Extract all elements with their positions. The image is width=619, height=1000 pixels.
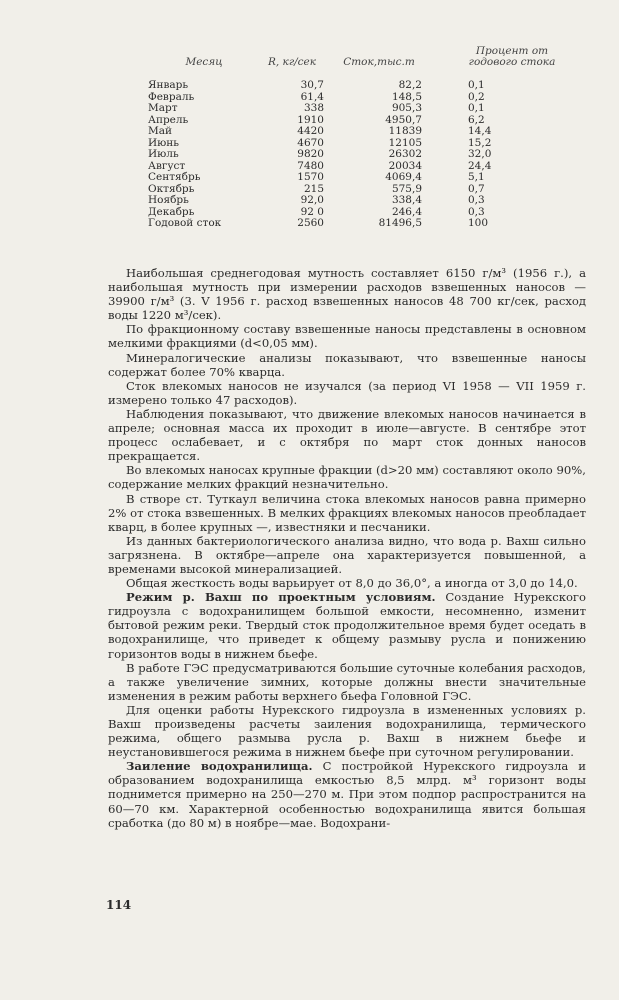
paragraph-text: По фракционному составу взвешенные наносы представлены в основном мелкими фракциями (d<0,05 мм). xyxy=(108,322,586,351)
paragraph-heading: Заиление водохранилища. xyxy=(126,759,313,774)
table-row xyxy=(138,138,556,150)
header-percent: Процент от годового стока xyxy=(468,45,556,68)
page-number: 114 xyxy=(106,898,132,912)
cell-flow: 246,4 xyxy=(391,205,422,218)
cell-r: 338 xyxy=(303,102,324,114)
cell-percent: 0,3 xyxy=(468,205,485,218)
cell-flow: 905,3 xyxy=(391,102,422,114)
cell-month: Март xyxy=(148,102,178,114)
cell-r: 30,7 xyxy=(300,79,324,91)
table-row xyxy=(138,184,556,196)
cell-percent: 15,2 xyxy=(468,136,492,149)
cell-flow: 12105 xyxy=(388,136,422,149)
cell-month: Ноябрь xyxy=(148,194,189,206)
cell-month: Декабрь xyxy=(148,205,195,218)
cell-percent: 5,1 xyxy=(468,171,485,183)
cell-month: Май xyxy=(148,125,173,137)
cell-percent: 100 xyxy=(468,217,489,229)
cell-month: Сентябрь xyxy=(148,171,201,183)
paragraph xyxy=(108,759,586,829)
cell-flow: 575,9 xyxy=(391,182,422,195)
cell-r: 2560 xyxy=(297,217,324,229)
paragraph-text: Сток влекомых наносов не изучался (за период VI 1958 — VII 1959 г. измерено только 47 расходов). xyxy=(108,378,586,407)
cell-percent: 0,7 xyxy=(468,182,485,195)
paragraph xyxy=(108,266,586,322)
table-row xyxy=(138,195,556,207)
cell-r: 7480 xyxy=(297,159,324,172)
paragraph xyxy=(108,463,586,491)
cell-r: 215 xyxy=(303,182,324,195)
cell-month: Апрель xyxy=(148,113,189,126)
cell-month: Август xyxy=(148,159,186,172)
table-row xyxy=(138,92,556,104)
paragraph-text: С постройкой Нурекского гидроузла и образованием водохранилища емкостью 8,5 млрд. м³ горизонт воды поднимется примерно на 250—270 м. При этом подпор распространится на 60—70 км. Характерной особенностью водохранилища явится большая сработка (до 80 м) в ноябре—мае. Водохрани- xyxy=(108,759,586,830)
cell-r: 1910 xyxy=(297,113,324,126)
sediment-flow-table xyxy=(138,46,556,230)
paragraph xyxy=(108,492,586,534)
paragraph-text: Наблюдения показывают, что движение влекомых наносов начинается в апреле; основная масса их проходит в июле—августе. В сентябре этот процесс ослабевает, и с октября по март сток донных наносов прекращается. xyxy=(108,406,586,464)
table-row xyxy=(138,161,556,173)
cell-flow: 11839 xyxy=(388,125,422,137)
cell-month: Февраль xyxy=(148,90,195,103)
cell-month: Июль xyxy=(148,148,179,160)
cell-flow: 148,5 xyxy=(391,90,422,103)
cell-percent: 14,4 xyxy=(468,125,492,137)
paragraph xyxy=(108,590,586,660)
cell-flow: 20034 xyxy=(388,159,422,172)
cell-flow: 82,2 xyxy=(398,79,422,91)
paragraph xyxy=(108,407,586,463)
cell-r: 61,4 xyxy=(300,90,324,103)
cell-flow: 4950,7 xyxy=(385,113,422,126)
table-row xyxy=(138,218,556,230)
cell-r: 92 0 xyxy=(300,205,324,218)
paragraph-heading: Режим р. Вахш по проектным условиям. xyxy=(126,590,436,605)
cell-percent: 0,2 xyxy=(468,90,485,103)
cell-percent: 32,0 xyxy=(468,148,492,160)
cell-month: Годовой сток xyxy=(148,217,222,229)
paragraph-text: Создание Нурекского гидроузла с водохранилищем большой емкости, несомненно, изменит бытовой режим реки. Твердый сток продолжительное время будет оседать в водохранилище, что приведет к общему размыву русла и понижению горизонтов воды в нижнем бьефе. xyxy=(108,590,586,661)
cell-r: 4670 xyxy=(297,136,324,149)
table-header-row xyxy=(138,46,556,80)
header-month: Месяц xyxy=(185,56,223,68)
body-text xyxy=(108,266,586,830)
cell-percent: 0,1 xyxy=(468,102,485,114)
cell-flow: 81496,5 xyxy=(378,217,422,229)
paragraph-text: Из данных бактериологического анализа видно, что вода р. Вахш сильно загрязнена. В октябре—апреле она характеризуется повышенной, а временами высокой минерализацией. xyxy=(108,533,586,576)
table-row xyxy=(138,103,556,115)
cell-month: Январь xyxy=(148,79,189,91)
cell-percent: 6,2 xyxy=(468,113,485,126)
table-row xyxy=(138,149,556,161)
cell-percent: 0,1 xyxy=(468,79,485,91)
paragraph-text: Наибольшая среднегодовая мутность составляет 6150 г/м³ (1956 г.), а наибольшая мутность при измерении расходов взвешенных наносов — 39900 г/м³ (3. V 1956 г. расход взвешенных наносов 48 700 кг/сек, расход воды 1220 м³/сек). xyxy=(108,266,586,323)
cell-r: 1570 xyxy=(297,171,324,183)
cell-r: 92,0 xyxy=(300,194,324,206)
table-row xyxy=(138,126,556,138)
header-flow: Сток,тыс.т xyxy=(343,56,415,68)
table-body xyxy=(138,80,556,230)
paragraph xyxy=(108,534,586,576)
cell-percent: 0,3 xyxy=(468,194,485,206)
paragraph-text: Минералогические анализы показывают, что взвешенные наносы содержат более 70% кварца. xyxy=(108,350,586,379)
paragraph xyxy=(108,379,586,407)
paragraph-text: Во влекомых наносах крупные фракции (d>20 мм) составляют около 90%, содержание мелких фракций незначительно. xyxy=(108,463,586,492)
table-row xyxy=(138,80,556,92)
cell-month: Июнь xyxy=(148,136,180,149)
paragraph xyxy=(108,351,586,379)
cell-flow: 26302 xyxy=(388,148,422,160)
paragraph xyxy=(108,661,586,703)
cell-r: 9820 xyxy=(297,148,324,160)
table-row xyxy=(138,172,556,184)
cell-percent: 24,4 xyxy=(468,159,492,172)
cell-flow: 4069,4 xyxy=(385,171,422,183)
paragraph-text: В створе ст. Туткаул величина стока влекомых наносов равна примерно 2% от стока взвешенных. В мелких фракциях влекомых наносов преобладает кварц, в более крупных —, известняки и песчаники. xyxy=(108,491,586,534)
paragraph xyxy=(108,322,586,350)
paragraph-text: В работе ГЭС предусматриваются большие суточные колебания расходов, а также увеличение зимних, которые должны внести значительные изменения в режим работы верхнего бьефа Головной ГЭС. xyxy=(108,660,586,703)
cell-r: 4420 xyxy=(297,125,324,137)
cell-flow: 338,4 xyxy=(391,194,422,206)
paragraph-text: Общая жесткость воды варьирует от 8,0 до 36,0°, а иногда от 3,0 до 14,0. xyxy=(126,576,578,591)
cell-month: Октябрь xyxy=(148,182,195,195)
paragraph-text: Для оценки работы Нурекского гидроузла в измененных условиях р. Вахш произведены расчеты заиления водохранилища, термического режима, общего размыва русла р. Вахш в нижнем бьефе и неустановившегося режима в нижнем бьефе при суточном регулировании. xyxy=(108,702,586,760)
paragraph xyxy=(108,576,586,590)
table-row xyxy=(138,115,556,127)
header-r: R, кг/сек xyxy=(267,56,317,68)
paragraph xyxy=(108,703,586,759)
